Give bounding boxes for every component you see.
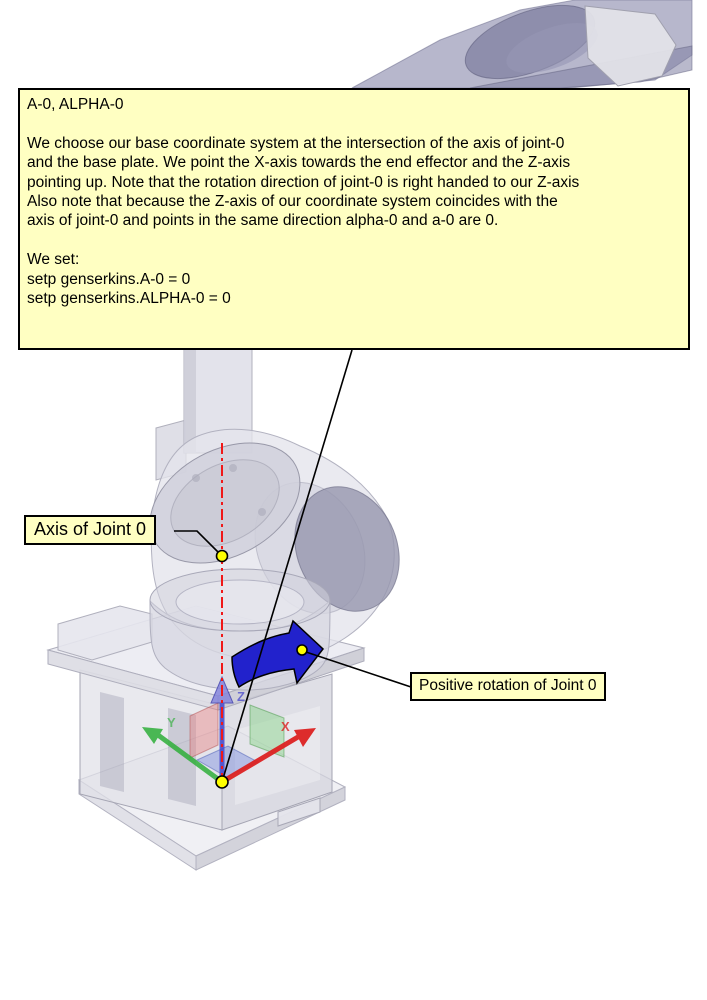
note-set-header: We set: xyxy=(27,251,80,269)
note-command: setp genserkins.A-0 = 0 xyxy=(27,270,191,288)
note-box xyxy=(18,88,690,350)
robot-arm xyxy=(352,0,692,93)
origin-marker xyxy=(216,776,228,788)
note-body-line: We choose our base coordinate system at the intersection of the axis of joint-0 xyxy=(27,134,565,152)
note-command: setp genserkins.ALPHA-0 = 0 xyxy=(27,290,231,308)
note-title: A-0, ALPHA-0 xyxy=(27,96,124,113)
note-spacer xyxy=(27,114,681,133)
x-axis-label: X xyxy=(281,719,290,734)
z-axis-label: Z xyxy=(237,689,245,704)
callout-positive-rotation: Positive rotation of Joint 0 xyxy=(410,672,606,701)
note-spacer xyxy=(27,231,681,250)
axis-point-marker xyxy=(217,551,228,562)
note-body-line: axis of joint-0 and points in the same direction alpha-0 and a-0 are 0. xyxy=(27,212,499,230)
note-body-line: and the base plate. We point the X-axis towards the end effector and the Z-axis xyxy=(27,154,571,172)
rotation-point-marker xyxy=(297,645,307,655)
y-axis-label: Y xyxy=(167,715,176,730)
note-body-line: Also note that because the Z-axis of our coordinate system coincides with the xyxy=(27,193,558,211)
callout-axis-of-joint-0: Axis of Joint 0 xyxy=(24,515,156,545)
note-body-line: pointing up. Note that the rotation direction of joint-0 is right handed to our Z-axis xyxy=(27,173,580,191)
